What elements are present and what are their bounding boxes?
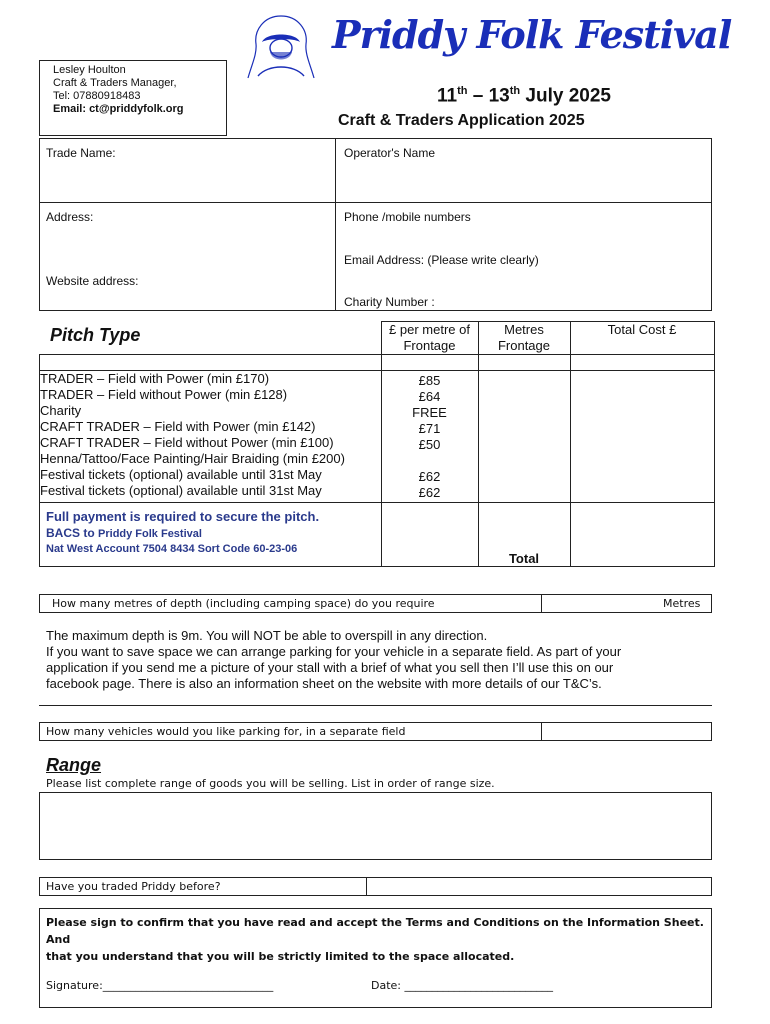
details-grid: [39, 138, 712, 311]
depth-unit: Metres: [663, 597, 701, 610]
signature-statement-line: Please sign to confirm that you have read and accept the Terms and Conditions on the Information Sheet. And: [46, 916, 704, 946]
festival-logo-figure: [244, 14, 318, 80]
dates-start-day: 11: [437, 85, 458, 107]
price-header: £ per metre of Frontage: [381, 322, 478, 355]
spacer-cell: [478, 355, 570, 371]
traded-before-input[interactable]: [367, 878, 711, 895]
info-line: application if you send me a picture of your stall with a brief of what you sell then I’ll use this on our: [46, 660, 614, 675]
contact-email: Email: ct@priddyfolk.org: [53, 103, 184, 115]
dates-end-suffix: th: [509, 85, 521, 97]
pitch-item: Henna/Tattoo/Face Painting/Hair Braiding (min £200): [40, 451, 345, 466]
payment-bacs-prefix: BACS to: [46, 526, 95, 540]
trade-name-field[interactable]: Trade Name:: [46, 146, 116, 160]
pitch-price: £62: [418, 485, 441, 500]
address-field[interactable]: Address:: [46, 210, 94, 224]
pitch-item: TRADER – Field without Power (min £128): [40, 387, 288, 402]
info-line: If you want to save space we can arrange parking for your vehicle in a separate field. As part of your: [46, 644, 622, 659]
pitch-price: £50: [418, 437, 441, 452]
pitch-items-cell: [40, 371, 382, 503]
charity-number-field[interactable]: Charity Number :: [344, 295, 435, 309]
festival-title: Priddy Folk Festival: [332, 12, 732, 57]
pitch-prices-cell: [381, 371, 478, 503]
pitch-title-cell: [40, 322, 382, 355]
pitch-item: Charity: [40, 403, 82, 418]
website-field[interactable]: Website address:: [46, 274, 139, 288]
traded-before-question: Have you traded Priddy before?: [46, 880, 221, 893]
spacer-cell: [381, 355, 478, 371]
dates-rest: July 2025: [520, 85, 611, 107]
pitch-price: FREE: [412, 405, 447, 420]
pitch-type-title: Pitch Type: [50, 325, 141, 345]
info-paragraph: [46, 628, 726, 692]
contact-tel: Tel: 07880918483: [53, 90, 141, 102]
dates-dash: –: [467, 85, 489, 107]
pitch-price: £62: [418, 469, 441, 484]
dates-end-day: 13: [488, 85, 510, 107]
details-divider-vertical: [335, 138, 336, 311]
pitch-price: [382, 453, 478, 469]
range-title: Range: [46, 755, 102, 775]
contact-box: [39, 60, 227, 136]
details-divider-horizontal: [39, 202, 712, 203]
signature-field[interactable]: Signature:_______________________________: [46, 979, 274, 992]
depth-input[interactable]: [542, 595, 660, 612]
dates-start-suffix: th: [457, 85, 468, 97]
application-title: Craft & Traders Application 2025: [338, 112, 585, 129]
payment-required: Full payment is required to secure the pitch.: [46, 509, 320, 524]
info-line: facebook page. There is also an information sheet on the website with more details of our T&C’s.: [46, 676, 602, 691]
signature-statement: [46, 914, 706, 965]
separator-line: [39, 705, 712, 706]
pitch-price: £85: [418, 373, 441, 388]
operator-name-field[interactable]: Operator's Name: [344, 146, 435, 160]
pitch-item: Festival tickets (optional) available until 31st May: [40, 483, 322, 498]
phone-field[interactable]: Phone /mobile numbers: [344, 210, 471, 224]
spacer-cell: [40, 355, 382, 371]
total-value-cell[interactable]: [570, 503, 714, 567]
payment-empty-cell: [381, 503, 478, 567]
parking-input[interactable]: [542, 723, 711, 740]
pitch-table: [39, 321, 715, 567]
pitch-item: TRADER – Field with Power (min £170): [40, 371, 270, 386]
email-field[interactable]: Email Address: (Please write clearly): [344, 253, 539, 267]
festival-dates: [437, 85, 611, 107]
payment-bacs-name: Priddy Folk Festival: [98, 528, 202, 540]
signature-statement-line: that you understand that you will be strictly limited to the space allocated.: [46, 950, 515, 963]
contact-name: Lesley Houlton: [53, 64, 126, 76]
date-field[interactable]: Date: ___________________________: [371, 979, 553, 992]
metres-header: Metres Frontage: [478, 322, 570, 355]
depth-question: How many metres of depth (including camping space) do you require: [52, 597, 435, 610]
range-textarea[interactable]: [39, 792, 712, 860]
pitch-item: CRAFT TRADER – Field without Power (min £100): [40, 435, 334, 450]
payment-bacs: [46, 526, 381, 540]
pitch-item: Festival tickets (optional) available until 31st May: [40, 467, 322, 482]
payment-account: Nat West Account 7504 8434 Sort Code 60-23-06: [46, 543, 298, 555]
metres-input-cell[interactable]: [478, 371, 570, 503]
parking-question: How many vehicles would you like parking for, in a separate field: [46, 725, 406, 738]
total-cost-input-cell[interactable]: [570, 371, 714, 503]
info-line: The maximum depth is 9m. You will NOT be able to overspill in any direction.: [46, 628, 488, 643]
pitch-price: £71: [418, 421, 441, 436]
range-instruction: Please list complete range of goods you will be selling. List in order of range size.: [46, 777, 495, 790]
pitch-price: £64: [418, 389, 441, 404]
total-label: Total: [478, 503, 570, 567]
payment-info-cell: [40, 503, 382, 567]
contact-role: Craft & Traders Manager,: [53, 77, 177, 89]
total-cost-header: Total Cost £: [570, 322, 714, 355]
spacer-cell: [570, 355, 714, 371]
pitch-item: CRAFT TRADER – Field with Power (min £142): [40, 419, 316, 434]
